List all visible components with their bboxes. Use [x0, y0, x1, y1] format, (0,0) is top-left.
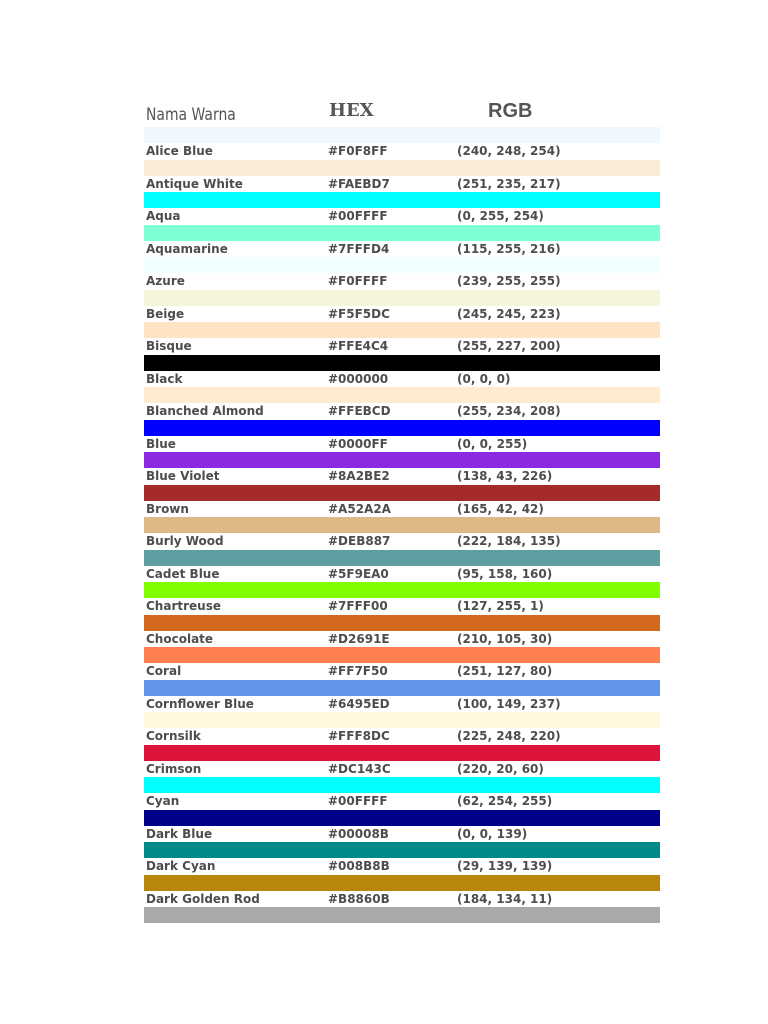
color-rgb: (184, 134, 11)	[457, 891, 553, 906]
color-row	[144, 143, 660, 160]
color-swatch	[144, 160, 660, 176]
color-row	[144, 436, 660, 453]
color-hex: #FF7F50	[328, 664, 388, 678]
color-row	[144, 728, 660, 745]
color-swatch	[144, 225, 660, 241]
color-hex: #D2691E	[328, 631, 390, 646]
color-row	[144, 501, 660, 518]
color-name: Bisque	[146, 339, 192, 353]
color-rgb: (225, 248, 220)	[457, 729, 561, 743]
color-rgb: (0, 0, 0)	[457, 371, 511, 386]
color-rgb: (255, 227, 200)	[457, 339, 561, 353]
color-swatch	[144, 907, 660, 923]
color-rgb: (239, 255, 255)	[457, 274, 561, 288]
color-swatch	[144, 615, 660, 631]
color-name: Burly Wood	[146, 534, 224, 548]
color-hex: #8A2BE2	[328, 469, 390, 483]
color-swatch	[144, 550, 660, 566]
color-hex: #B8860B	[328, 891, 390, 906]
color-name: Antique White	[146, 176, 243, 191]
color-rgb: (0, 255, 254)	[457, 209, 544, 223]
color-row	[144, 793, 660, 810]
color-name: Beige	[146, 306, 185, 321]
color-name: Aquamarine	[146, 241, 228, 256]
color-row	[144, 631, 660, 648]
color-rgb: (100, 149, 237)	[457, 696, 561, 711]
color-name: Blue Violet	[146, 469, 220, 483]
color-swatch	[144, 517, 660, 533]
color-row	[144, 403, 660, 420]
header-hex: HEX	[329, 100, 374, 121]
color-swatch	[144, 192, 660, 208]
color-swatch	[144, 810, 660, 826]
color-row	[144, 598, 660, 615]
color-hex: #00008B	[328, 826, 389, 841]
color-name: Blanched Almond	[146, 404, 264, 418]
color-swatch	[144, 647, 660, 663]
color-hex: #DEB887	[328, 534, 391, 548]
color-hex: #F0F8FF	[328, 144, 388, 158]
color-hex: #F0FFFF	[328, 274, 388, 288]
color-name: Black	[146, 371, 183, 386]
color-rgb: (251, 127, 80)	[457, 664, 553, 678]
color-hex: #6495ED	[328, 696, 390, 711]
header-rgb: RGB	[488, 100, 533, 122]
header-color-name: Nama Warna	[146, 105, 236, 125]
color-rgb: (220, 20, 60)	[457, 761, 544, 776]
color-name: Chocolate	[146, 631, 214, 646]
color-name: Crimson	[146, 761, 202, 776]
color-rgb: (245, 245, 223)	[457, 306, 561, 321]
color-row	[144, 696, 660, 713]
color-hex: #000000	[328, 371, 389, 386]
color-rgb: (240, 248, 254)	[457, 144, 561, 158]
color-swatch	[144, 582, 660, 598]
color-swatch	[144, 387, 660, 403]
color-swatch	[144, 745, 660, 761]
color-rgb: (127, 255, 1)	[457, 599, 544, 613]
color-hex: #00FFFF	[328, 209, 388, 223]
color-name: Cornsilk	[146, 729, 201, 743]
color-hex: #0000FF	[328, 436, 388, 451]
color-row	[144, 761, 660, 778]
color-rgb: (138, 43, 226)	[457, 469, 553, 483]
color-hex: #FFEBCD	[328, 404, 391, 418]
color-name: Dark Blue	[146, 826, 213, 841]
color-swatch	[144, 257, 660, 273]
color-row	[144, 663, 660, 680]
color-row	[144, 533, 660, 550]
color-hex: #00FFFF	[328, 794, 388, 808]
color-rgb: (251, 235, 217)	[457, 176, 561, 191]
color-name: Cornflower Blue	[146, 696, 254, 711]
color-name: Aqua	[146, 209, 181, 223]
color-row	[144, 826, 660, 843]
color-swatch	[144, 127, 660, 143]
color-hex: #008B8B	[328, 859, 390, 873]
table-header	[146, 100, 660, 128]
color-row	[144, 371, 660, 388]
color-row	[144, 858, 660, 875]
color-swatch	[144, 777, 660, 793]
color-rgb: (210, 105, 30)	[457, 631, 553, 646]
color-hex: #A52A2A	[328, 501, 391, 516]
color-swatch	[144, 322, 660, 338]
color-name: Coral	[146, 664, 182, 678]
color-name: Azure	[146, 274, 185, 288]
color-swatch	[144, 680, 660, 696]
color-row	[144, 891, 660, 908]
color-rgb: (0, 0, 139)	[457, 826, 528, 841]
color-name: Cyan	[146, 794, 180, 808]
color-row	[144, 468, 660, 485]
color-name: Alice Blue	[146, 144, 213, 158]
color-hex: #F5F5DC	[328, 306, 390, 321]
color-rgb: (95, 158, 160)	[457, 566, 553, 581]
color-rgb: (222, 184, 135)	[457, 534, 561, 548]
color-row	[144, 273, 660, 290]
color-rgb: (165, 42, 42)	[457, 501, 544, 516]
color-hex: #7FFFD4	[328, 241, 390, 256]
color-hex: #7FFF00	[328, 599, 388, 613]
color-swatch	[144, 875, 660, 891]
color-swatch	[144, 712, 660, 728]
color-row	[144, 306, 660, 323]
color-row	[144, 338, 660, 355]
color-rgb: (255, 234, 208)	[457, 404, 561, 418]
color-hex: #DC143C	[328, 761, 391, 776]
color-name: Cadet Blue	[146, 566, 220, 581]
color-rgb: (0, 0, 255)	[457, 436, 528, 451]
color-name: Brown	[146, 501, 189, 516]
color-swatch	[144, 355, 660, 371]
color-row	[144, 566, 660, 583]
color-name: Chartreuse	[146, 599, 221, 613]
color-name: Dark Cyan	[146, 859, 216, 873]
color-rgb: (115, 255, 216)	[457, 241, 561, 256]
color-name: Dark Golden Rod	[146, 891, 260, 906]
color-table	[144, 127, 660, 923]
color-swatch	[144, 290, 660, 306]
color-rgb: (62, 254, 255)	[457, 794, 553, 808]
color-row	[144, 176, 660, 193]
color-hex: #FFF8DC	[328, 729, 390, 743]
color-hex: #FAEBD7	[328, 176, 390, 191]
color-swatch	[144, 842, 660, 858]
color-swatch	[144, 420, 660, 436]
color-name: Blue	[146, 436, 176, 451]
color-swatch	[144, 452, 660, 468]
color-rgb: (29, 139, 139)	[457, 859, 553, 873]
color-row	[144, 208, 660, 225]
color-row	[144, 241, 660, 258]
color-hex: #5F9EA0	[328, 566, 389, 581]
color-swatch	[144, 485, 660, 501]
color-hex: #FFE4C4	[328, 339, 389, 353]
